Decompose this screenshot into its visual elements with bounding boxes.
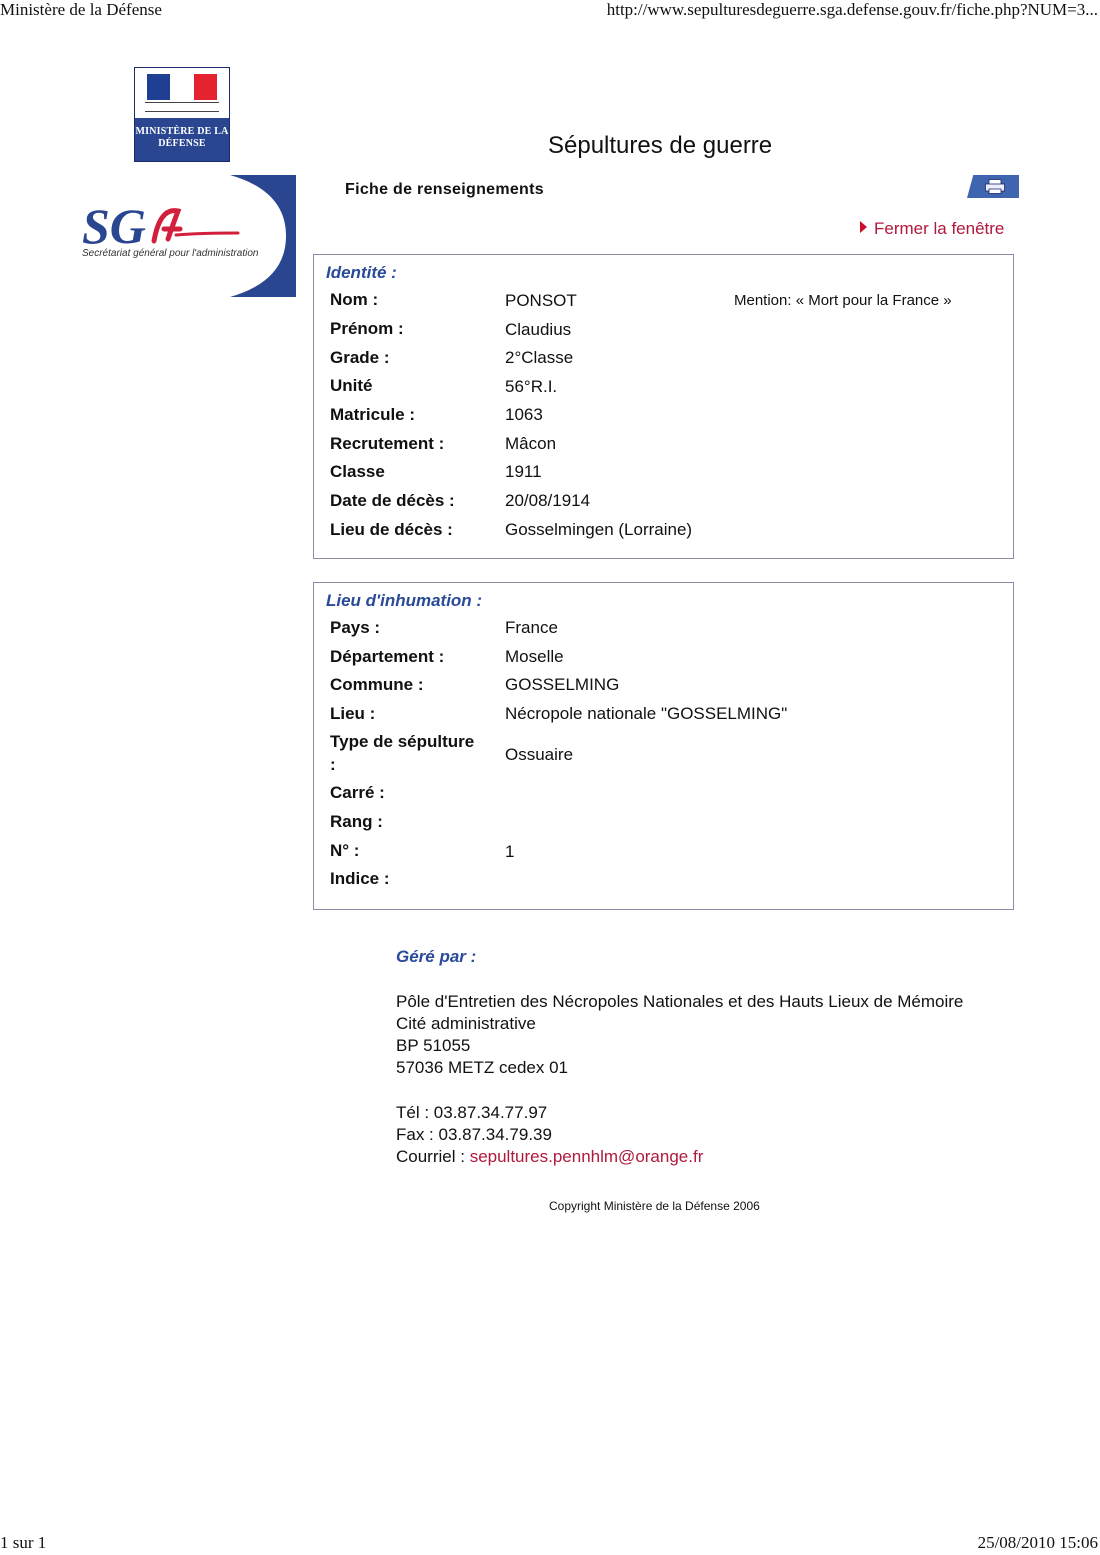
identite-title: Identité :	[326, 263, 397, 282]
field-value: 1063	[505, 405, 543, 424]
field-label: Classe	[330, 462, 385, 481]
field-value: Claudius	[505, 320, 572, 339]
sga-logo	[80, 175, 296, 297]
field-label: Commune :	[330, 675, 424, 694]
print-button[interactable]	[967, 175, 1019, 198]
field-value: 56°R.I.	[505, 377, 558, 396]
field-value: France	[505, 618, 558, 637]
field-label: Prénom :	[330, 319, 404, 338]
field-label: Rang :	[330, 812, 383, 831]
field-value: 20/08/1914	[505, 491, 591, 510]
field-label: Type de sépulture	[330, 732, 475, 751]
page-title: Sépultures de guerre	[548, 132, 773, 159]
inhumation-panel	[313, 582, 1014, 910]
identite-panel	[313, 254, 1014, 559]
email-line	[396, 1147, 703, 1167]
print-footer-date: 25/08/2010 15:06	[977, 1533, 1098, 1552]
email-link[interactable]: sepultures.pennhlm@orange.fr	[469, 1147, 704, 1166]
inhumation-title: Lieu d'inhumation :	[326, 591, 483, 610]
field-value: Moselle	[505, 647, 564, 666]
field-value: Gosselmingen (Lorraine)	[505, 520, 693, 539]
sga-tagline: Secrétariat général pour l'administration	[82, 248, 259, 259]
address-line: BP 51055	[396, 1036, 471, 1055]
field-label: Unité	[330, 376, 373, 395]
printer-icon	[985, 179, 1005, 194]
ministere-logo	[134, 67, 230, 162]
print-header-title: Ministère de la Défense	[0, 0, 162, 19]
field-label: Recrutement :	[330, 434, 445, 453]
field-label: Pays :	[330, 618, 381, 637]
field-label: Département :	[330, 647, 445, 666]
managed-by-title: Géré par :	[396, 947, 477, 966]
arrow-right-icon	[860, 221, 867, 233]
field-label: Grade :	[330, 348, 390, 367]
svg-text:SG: SG	[82, 198, 146, 254]
close-window-link[interactable]	[860, 219, 1004, 239]
ministere-logo-text: MINISTÈRE DE LA DÉFENSE	[135, 118, 229, 161]
field-value: 1911	[505, 462, 542, 481]
field-label: :	[330, 755, 336, 774]
fax: Fax : 03.87.34.79.39	[396, 1125, 552, 1144]
field-value: GOSSELMING	[505, 675, 620, 694]
telephone: Tél : 03.87.34.77.97	[396, 1103, 548, 1122]
field-label: Indice :	[330, 869, 390, 888]
marianne-flag-icon	[135, 68, 229, 118]
email-label: Courriel :	[396, 1147, 470, 1166]
page-subtitle: Fiche de renseignements	[345, 181, 544, 198]
address-line: Cité administrative	[396, 1014, 536, 1033]
print-footer-page: 1 sur 1	[0, 1533, 47, 1552]
field-label: Lieu de décès :	[330, 520, 453, 539]
mention-text: Mention: « Mort pour la France »	[734, 292, 952, 309]
field-label: N° :	[330, 841, 360, 860]
field-label: Matricule :	[330, 405, 416, 424]
address-line: 57036 METZ cedex 01	[396, 1058, 568, 1077]
managed-by-org: Pôle d'Entretien des Nécropoles Nationales et des Hauts Lieux de Mémoire	[396, 992, 964, 1011]
field-value: PONSOT	[505, 291, 577, 310]
field-value: Ossuaire	[505, 745, 574, 764]
copyright: Copyright Ministère de la Défense 2006	[549, 1199, 760, 1213]
field-value: Mâcon	[505, 434, 557, 453]
field-label: Lieu :	[330, 704, 376, 723]
field-label: Nom :	[330, 290, 379, 309]
close-window-label: Fermer la fenêtre	[874, 219, 1005, 238]
field-value: 2°Classe	[505, 348, 574, 367]
field-value: 1	[505, 842, 515, 861]
print-header-url: http://www.sepulturesdeguerre.sga.defense.gouv.fr/fiche.php?NUM=3...	[606, 0, 1098, 19]
field-label: Date de décès :	[330, 491, 455, 510]
field-value: Nécropole nationale "GOSSELMING"	[505, 704, 788, 723]
field-label: Carré :	[330, 783, 385, 802]
